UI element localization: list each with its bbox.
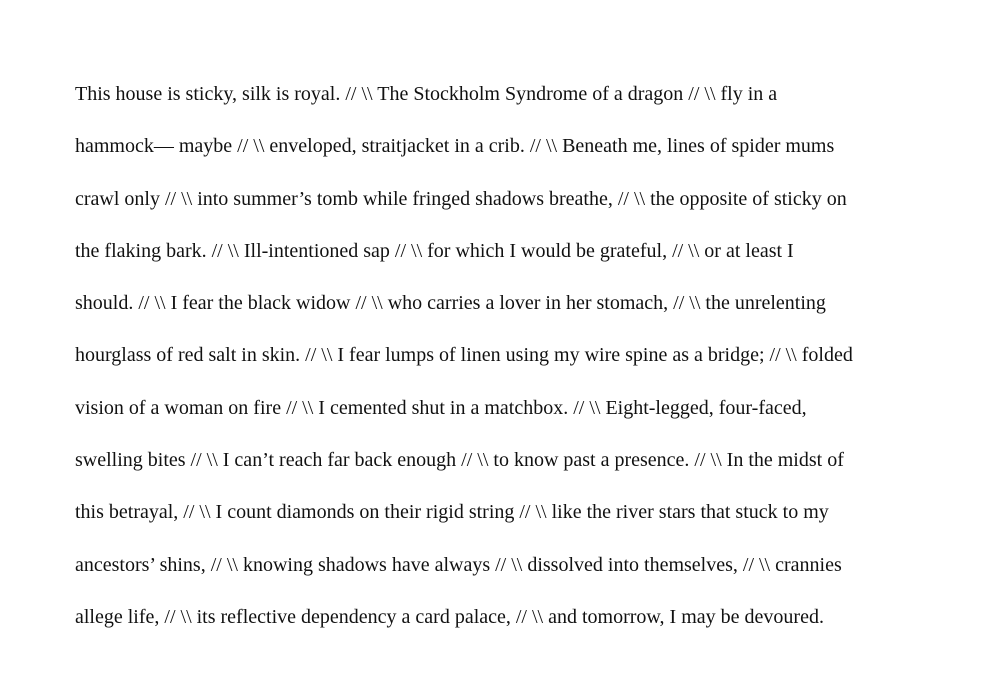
poem-line-11: allege life, // \\ its reflective dependency a card palace, // \\ and tomorrow, I may be devoured.	[75, 605, 824, 628]
poem-line-2: hammock— maybe // \\ enveloped, straitjacket in a crib. // \\ Beneath me, lines of spider mums	[75, 135, 835, 158]
poem-body	[75, 76, 955, 651]
poem-line-10: ancestors’ shins, // \\ knowing shadows have always // \\ dissolved into themselves, // \\ crannies	[75, 553, 842, 576]
poem-line-3: crawl only // \\ into summer’s tomb while fringed shadows breathe, // \\ the opposite of sticky on	[75, 187, 847, 210]
poem-line-1: This house is sticky, silk is royal. // \\ The Stockholm Syndrome of a dragon // \\ fly in a	[75, 83, 778, 105]
poem-line-7: vision of a woman on fire // \\ I cemented shut in a matchbox. // \\ Eight-legged, four-faced,	[75, 396, 807, 419]
poem-line-9: this betrayal, // \\ I count diamonds on their rigid string // \\ like the river stars that stuck to my	[75, 501, 829, 524]
poem-line-4: the flaking bark. // \\ Ill-intentioned sap // \\ for which I would be grateful, // \\ or at least I	[75, 239, 794, 262]
poem-line-5: should. // \\ I fear the black widow // \\ who carries a lover in her stomach, // \\ the unrelenting	[75, 292, 826, 315]
poem-line-6: hourglass of red salt in skin. // \\ I fear lumps of linen using my wire spine as a bridge; // \\ folded	[75, 344, 853, 367]
poem-line-8: swelling bites // \\ I can’t reach far back enough // \\ to know past a presence. // \\ In the midst of	[75, 449, 844, 472]
